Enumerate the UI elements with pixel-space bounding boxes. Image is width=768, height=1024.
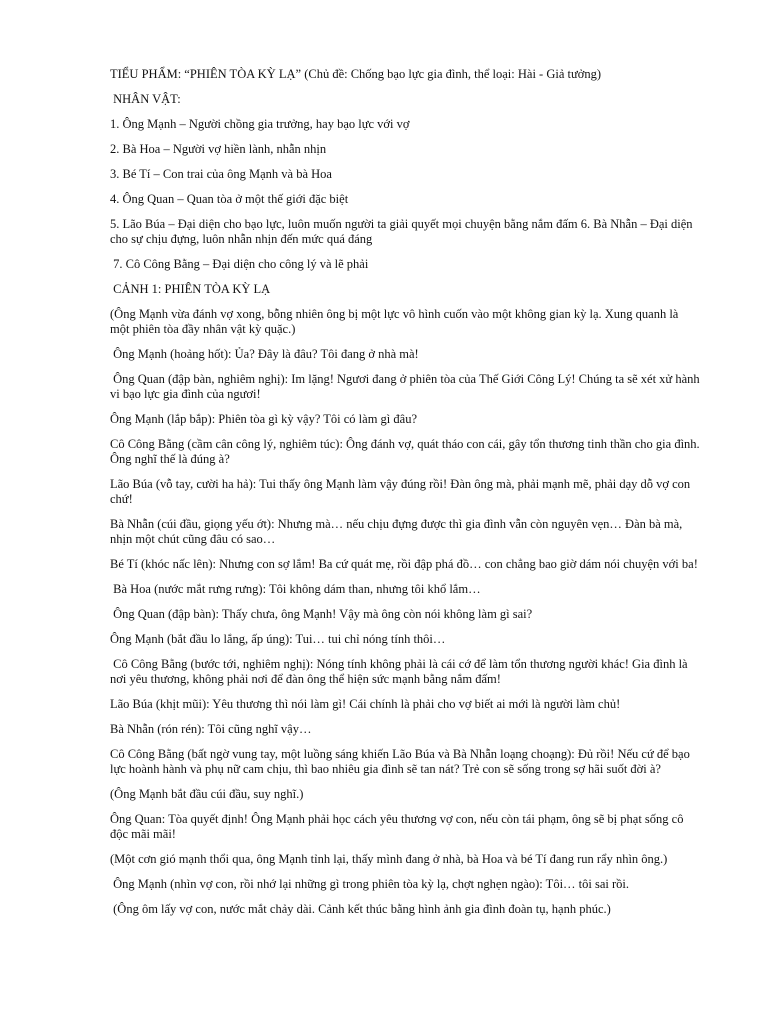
dialogue-line: Ông Quan: Tòa quyết định! Ông Mạnh phải học cách yêu thương vợ con, nếu còn tái phạm, ông sẽ bị phạt sống cô độc mãi mãi! <box>110 812 687 841</box>
dialogue-line: Lão Búa (khịt mũi): Yêu thương thì nói làm gì! Cái chính là phải cho vợ biết ai mới là người làm chủ! <box>110 697 621 711</box>
stage-direction: (Ông Mạnh vừa đánh vợ xong, bỗng nhiên ông bị một lực vô hình cuốn vào một không gian kỳ lạ. Xung quanh là một phiên tòa đầy nhân vật kỳ quặc.) <box>110 307 682 336</box>
dialogue-line: Bé Tí (khóc nấc lên): Nhưng con sợ lắm! Ba cứ quát mẹ, rồi đập phá đồ… con chẳng bao giờ dám nói chuyện với ba! <box>110 557 698 571</box>
dialogue-line: Bà Nhẫn (rón rén): Tôi cũng nghĩ vậy… <box>110 722 312 736</box>
dialogue-line: Bà Nhẫn (cúi đầu, giọng yếu ớt): Nhưng mà… nếu chịu đựng được thì gia đình vẫn còn nguyên vẹn… Đàn bà mà, nhịn một chút cũng đâu có sao… <box>110 517 686 546</box>
dialogue-line: Cô Công Bằng (bước tới, nghiêm nghị): Nóng tính không phải là cái cớ để làm tổn thương người khác! Gia đình là nơi yêu thương, không phải nơi để đàn ông thể hiện sức mạnh bằng nắm đấm! <box>110 657 691 686</box>
character-item: 1. Ông Mạnh – Người chồng gia trưởng, hay bạo lực với vợ <box>110 117 410 131</box>
dialogue-line: Ông Mạnh (nhìn vợ con, rồi nhớ lại những gì trong phiên tòa kỳ lạ, chợt nghẹn ngào): Tôi… tôi sai rồi. <box>110 877 630 891</box>
stage-direction: (Ông ôm lấy vợ con, nước mắt chảy dài. Cảnh kết thúc bằng hình ảnh gia đình đoàn tụ, hạnh phúc.) <box>110 902 611 916</box>
dialogue-line: Lão Búa (vỗ tay, cười ha hả): Tui thấy ông Mạnh làm vậy đúng rồi! Đàn ông mà, phải mạnh mẽ, phải dạy dỗ vợ con chứ! <box>110 477 694 506</box>
dialogue-line: Cô Công Bằng (cầm cân công lý, nghiêm túc): Ông đánh vợ, quát tháo con cái, gây tổn thương tinh thần cho gia đình. Ông nghĩ thế là đúng à? <box>110 437 703 466</box>
character-item: 2. Bà Hoa – Người vợ hiền lành, nhẫn nhịn <box>110 142 327 156</box>
dialogue-line: Ông Quan (đập bàn): Thấy chưa, ông Mạnh! Vậy mà ông còn nói không làm gì sai? <box>110 607 533 621</box>
stage-direction: (Một cơn gió mạnh thổi qua, ông Mạnh tỉnh lại, thấy mình đang ở nhà, bà Hoa và bé Tí đang run rẩy nhìn ông.) <box>110 852 668 866</box>
document-title: TIỂU PHẨM: “PHIÊN TÒA KỲ LẠ” (Chủ đề: Chống bạo lực gia đình, thể loại: Hài - Giả tưởng) <box>110 67 602 81</box>
character-item: 5. Lão Búa – Đại diện cho bạo lực, luôn muốn người ta giải quyết mọi chuyện bằng nắm đấm 6. Bà Nhẫn – Đại diện cho sự chịu đựng, luôn nhẫn nhịn đến mức quá đáng <box>110 217 696 246</box>
dialogue-line: Cô Công Bằng (bất ngờ vung tay, một luồng sáng khiến Lão Búa và Bà Nhẫn loạng choạng): Đủ rồi! Nếu cứ để bạo lực hoành hành và phụ nữ cam chịu, thì bao nhiêu gia đình sẽ tan nát? Trẻ con sẽ sống trong sợ hãi suốt đời à? <box>110 747 693 776</box>
dialogue-line: Ông Quan (đập bàn, nghiêm nghị): Im lặng! Ngươi đang ở phiên tòa của Thế Giới Công Lý! Chúng ta sẽ xét xử hành vi bạo lực gia đình của ngươi! <box>110 372 703 401</box>
dialogue-line: Bà Hoa (nước mắt rưng rưng): Tôi không dám than, nhưng tôi khổ lắm… <box>110 582 481 596</box>
stage-direction: (Ông Mạnh bắt đầu cúi đầu, suy nghĩ.) <box>110 787 304 801</box>
dialogue-line: Ông Mạnh (hoảng hốt): Ủa? Đây là đâu? Tôi đang ở nhà mà! <box>110 347 419 361</box>
scene-heading: CẢNH 1: PHIÊN TÒA KỲ LẠ <box>110 282 271 296</box>
character-item: 3. Bé Tí – Con trai của ông Mạnh và bà Hoa <box>110 167 332 181</box>
dialogue-line: Ông Mạnh (bắt đầu lo lắng, ấp úng): Tui… tui chỉ nóng tính thôi… <box>110 632 446 646</box>
dialogue-line: Ông Mạnh (lắp bắp): Phiên tòa gì kỳ vậy? Tôi có làm gì đâu? <box>110 412 417 426</box>
character-item: 7. Cô Công Bằng – Đại diện cho công lý và lẽ phải <box>110 257 369 271</box>
character-item: 4. Ông Quan – Quan tòa ở một thế giới đặc biệt <box>110 192 349 206</box>
characters-heading: NHÂN VẬT: <box>110 92 181 106</box>
